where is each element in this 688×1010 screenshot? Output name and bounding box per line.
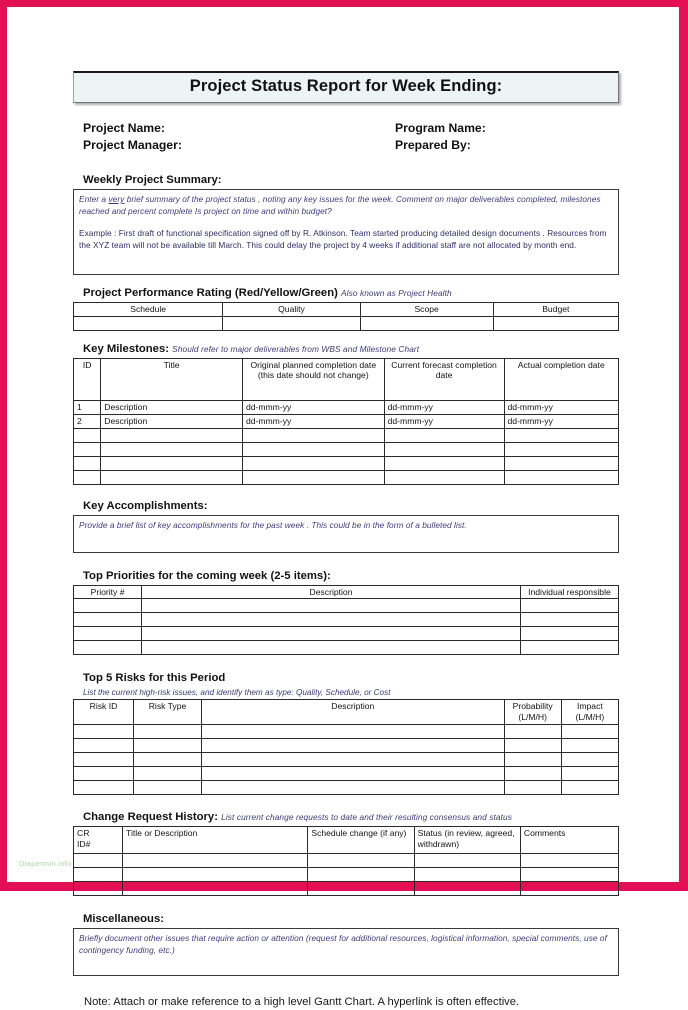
table-row[interactable] (74, 854, 619, 868)
col-title: Title (101, 358, 243, 400)
change-requests-heading: Change Request History: List current change requests to date and their resulting consensus and status (83, 811, 512, 823)
section-miscellaneous (73, 912, 619, 976)
cell-original-planned-date[interactable]: dd-mmm-yy (242, 400, 384, 414)
col-individual-responsible: Individual responsible (520, 585, 618, 599)
table-header-row (74, 358, 619, 400)
miscellaneous-textbox[interactable] (73, 928, 619, 976)
change-requests-hint: List current change requests to date and their resulting consensus and status (221, 812, 512, 822)
key-accomplishments-textbox[interactable] (73, 515, 619, 553)
table-row[interactable] (74, 739, 619, 753)
col-description: Description (202, 700, 504, 725)
col-original-planned-date: Original planned completion date (this date should not change) (242, 358, 384, 400)
section-performance-rating (73, 286, 619, 331)
top-priorities-heading: Top Priorities for the coming week (2-5 items): (83, 569, 331, 582)
header-fields-left (83, 120, 182, 154)
col-risk-type: Risk Type (133, 700, 201, 725)
col-comments: Comments (520, 827, 618, 854)
key-milestones-hint: Should refer to major deliverables from WBS and Milestone Chart (172, 343, 420, 354)
col-current-forecast-date: Current forecast completion date (384, 358, 504, 400)
cell-budget[interactable] (493, 316, 618, 330)
project-name-label: Project Name: (83, 121, 165, 135)
table-row[interactable] (74, 767, 619, 781)
miscellaneous-heading: Miscellaneous: (83, 913, 164, 925)
table-row[interactable] (74, 868, 619, 882)
table-row[interactable] (74, 781, 619, 795)
performance-rating-heading: Project Performance Rating (Red/Yellow/Green) Also known as Project Health (83, 287, 452, 299)
table-header-row (74, 827, 619, 854)
table-row[interactable] (74, 470, 619, 484)
table-row[interactable] (74, 725, 619, 739)
weekly-summary-example: Example : First draft of functional specification signed off by R. Atkinson. Team started producing detailed design documents . Resources from the XYZ team will not be available till March. This could delay the project by 4 weeks if additional staff are not allocated by month end. (79, 228, 607, 250)
col-schedule: Schedule (74, 303, 223, 317)
cell-quality[interactable] (223, 316, 360, 330)
table-header-row (74, 303, 619, 317)
col-quality: Quality (223, 303, 360, 317)
header-fields-right (395, 120, 486, 154)
key-milestones-heading: Key Milestones: Should refer to major deliverables from WBS and Milestone Chart (83, 342, 420, 355)
top-risks-table (73, 699, 619, 795)
change-requests-table (73, 826, 619, 896)
table-row[interactable] (74, 753, 619, 767)
col-status: Status (in review, agreed, withdrawn) (414, 827, 520, 854)
col-probability: Probability (L/M/H) (504, 700, 561, 725)
footer-note: Note: Attach or make reference to a high level Gantt Chart. A hyperlink is often effective. (84, 996, 520, 1008)
col-risk-id: Risk ID (74, 700, 134, 725)
document-sheet (7, 7, 679, 1008)
table-row[interactable] (74, 400, 619, 414)
weekly-summary-instruction: Enter a very brief summary of the project status , noting any key issues for the week. Comment on major deliverables completed, milestones reached and percent complete Is project on time and within budget? (79, 194, 601, 216)
col-budget: Budget (493, 303, 618, 317)
table-row[interactable] (74, 428, 619, 442)
section-key-accomplishments (73, 499, 619, 553)
cell-actual-completion-date[interactable]: dd-mmm-yy (504, 414, 618, 428)
section-key-milestones (73, 342, 619, 485)
table-row[interactable] (74, 316, 619, 330)
table-row[interactable] (74, 599, 619, 613)
cell-current-forecast-date[interactable]: dd-mmm-yy (384, 414, 504, 428)
col-priority-number: Priority # (74, 585, 142, 599)
col-description: Description (142, 585, 521, 599)
col-impact: Impact (L/M/H) (561, 700, 618, 725)
section-top-risks (73, 671, 619, 795)
section-weekly-summary (73, 173, 619, 275)
col-schedule-change: Schedule change (if any) (308, 827, 414, 854)
performance-rating-table (73, 302, 619, 331)
prepared-by-label: Prepared By: (395, 138, 471, 152)
cell-id[interactable]: 1 (74, 400, 101, 414)
page-title: Project Status Report for Week Ending: (189, 77, 503, 95)
col-id: ID (74, 358, 101, 400)
col-actual-completion-date: Actual completion date (504, 358, 618, 400)
cell-id[interactable]: 2 (74, 414, 101, 428)
report-title-banner (73, 71, 619, 103)
key-accomplishments-instruction: Provide a brief list of key accomplishments for the past week . This could be in the form of a bulleted list. (79, 519, 467, 530)
cell-original-planned-date[interactable]: dd-mmm-yy (242, 414, 384, 428)
table-row[interactable] (74, 456, 619, 470)
weekly-summary-textbox[interactable] (73, 189, 619, 275)
key-accomplishments-heading: Key Accomplishments: (83, 499, 208, 512)
col-title-or-description: Title or Description (123, 827, 308, 854)
col-scope: Scope (360, 303, 493, 317)
cell-title[interactable]: Description (101, 400, 243, 414)
table-row[interactable] (74, 613, 619, 627)
weekly-summary-heading: Weekly Project Summary: (83, 174, 222, 186)
table-row[interactable] (74, 641, 619, 655)
section-change-requests (73, 810, 619, 896)
table-row[interactable] (74, 442, 619, 456)
document-body (73, 71, 619, 1010)
cell-scope[interactable] (360, 316, 493, 330)
top-risks-heading: Top 5 Risks for this Period (83, 672, 226, 684)
header-fields-block (73, 120, 619, 162)
table-header-row (74, 700, 619, 725)
miscellaneous-instruction: Briefly document other issues that require action or attention (request for additional resources, logistical information, special comments, use of contingency funding, etc.) (79, 933, 607, 955)
table-row[interactable] (74, 627, 619, 641)
table-header-row (74, 585, 619, 599)
top-priorities-table (73, 585, 619, 656)
col-cr-id: CR ID# (74, 827, 123, 854)
cell-current-forecast-date[interactable]: dd-mmm-yy (384, 400, 504, 414)
cell-schedule[interactable] (74, 316, 223, 330)
program-name-label: Program Name: (395, 121, 486, 135)
key-milestones-table (73, 358, 619, 485)
section-top-priorities (73, 569, 619, 656)
project-manager-label: Project Manager: (83, 138, 182, 152)
site-watermark: Diapermin.info (19, 859, 72, 868)
top-risks-hint: List the current high-risk issues, and identify them as type: Quality, Schedule, or Cost (83, 688, 391, 697)
table-row[interactable] (74, 414, 619, 428)
performance-rating-hint: Also known as Project Health (341, 288, 452, 298)
cell-title[interactable]: Description (101, 414, 243, 428)
table-row[interactable] (74, 882, 619, 896)
cell-actual-completion-date[interactable]: dd-mmm-yy (504, 400, 618, 414)
